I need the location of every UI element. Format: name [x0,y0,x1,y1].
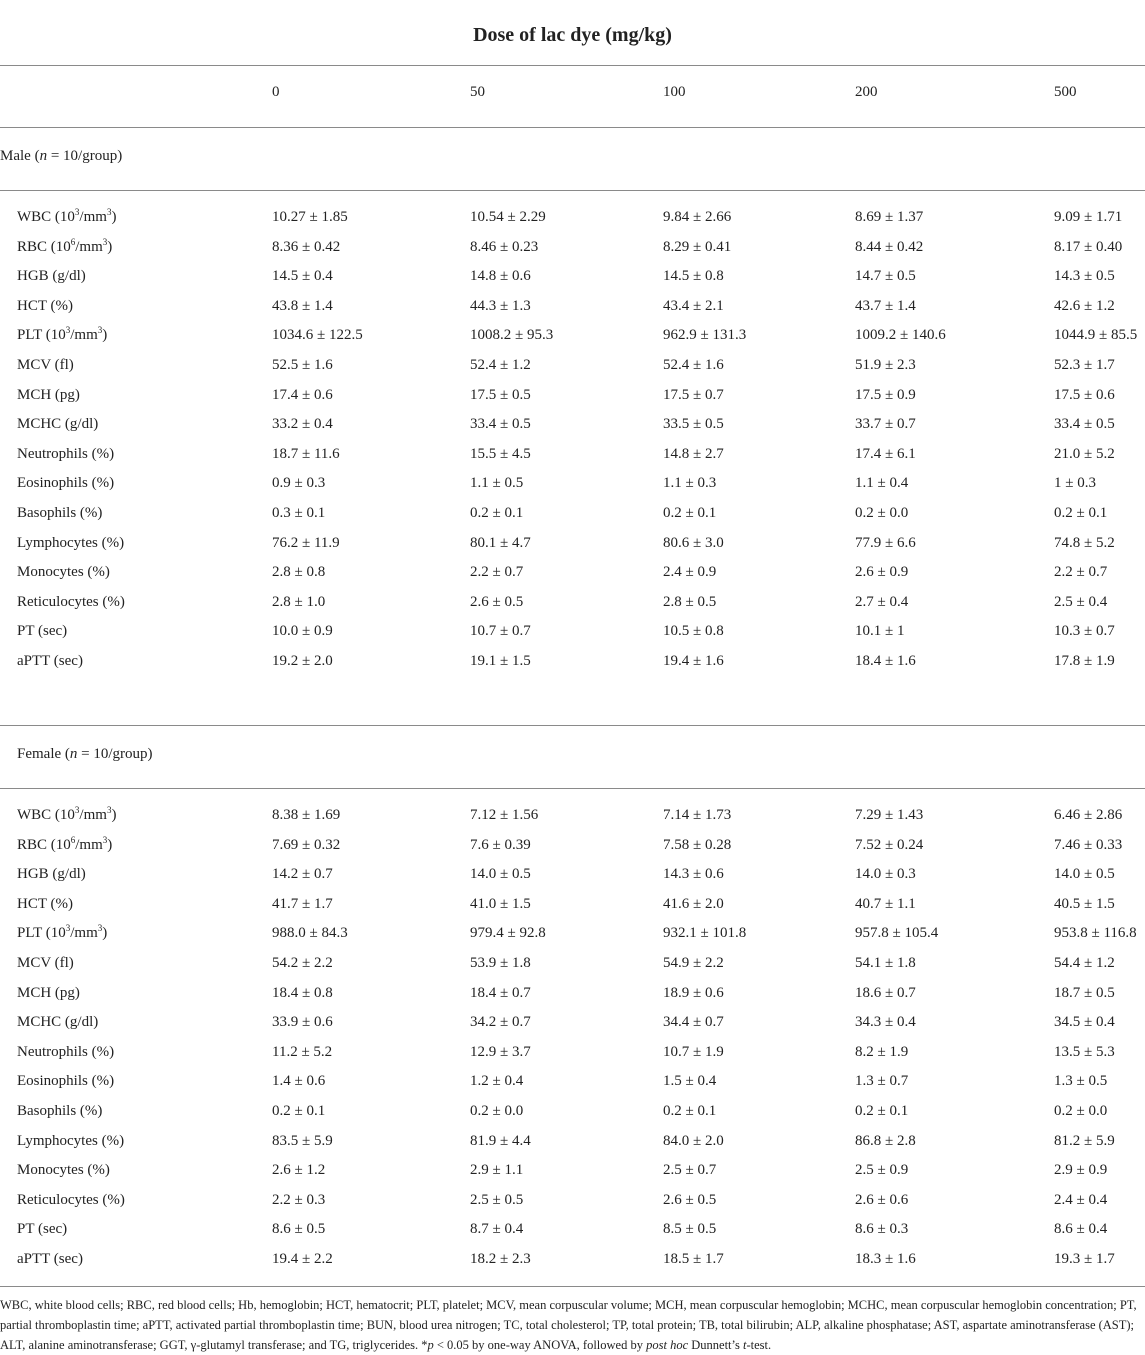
row-label-text: WBC (10 [17,807,75,823]
footnote-text-2: < 0.05 by one-way ANOVA, followed by [433,1338,647,1352]
row-label [17,562,110,582]
table-cell: 962.9 ± 131.3 [663,327,747,344]
row-label [17,533,124,553]
table-cell: 80.6 ± 3.0 [663,534,724,551]
row-label [17,444,114,464]
table-cell: 1.1 ± 0.3 [663,475,717,492]
table-cell: 43.4 ± 2.1 [663,297,724,314]
table-cell: 1 ± 0.3 [1054,475,1096,492]
footnote-posthoc: post hoc [646,1338,689,1352]
table-cell: 14.8 ± 0.6 [470,268,531,285]
row-label-text: Eosinophils (%) [17,1073,115,1090]
row-label [17,983,80,1003]
row-label-text: Reticulocytes (%) [17,593,125,610]
row-label [17,923,107,943]
table-cell: 42.6 ± 1.2 [1054,297,1115,314]
table-cell: 2.4 ± 0.9 [663,564,717,581]
row-label-unit: /mm [79,209,107,225]
table-cell: 14.3 ± 0.6 [663,866,724,883]
table-cell: 0.9 ± 0.3 [272,475,326,492]
row-label-text: Monocytes (%) [17,564,110,581]
row-label-text: Eosinophils (%) [17,475,115,492]
table-cell: 953.8 ± 116.8 [1054,925,1137,942]
table-cell: 83.5 ± 5.9 [272,1132,333,1149]
table-cell: 0.2 ± 0.0 [855,505,909,521]
row-label [17,1071,114,1091]
table-cell: 18.4 ± 1.6 [855,653,916,669]
row-label-text: Basophils (%) [17,1103,103,1119]
row-label-text: aPTT (sec) [17,1251,83,1267]
table-cell: 18.5 ± 1.7 [663,1251,724,1267]
table-cell: 0.2 ± 0.0 [1054,1103,1108,1119]
table-cell: 18.9 ± 0.6 [663,984,724,1001]
table-cell: 18.7 ± 11.6 [272,445,340,462]
table-cell: 2.9 ± 0.9 [1054,1162,1108,1179]
table-cell: 7.58 ± 0.28 [663,836,732,853]
row-label-text: HCT (%) [17,297,73,314]
table-cell: 2.6 ± 0.5 [663,1191,717,1208]
table-cell: 9.84 ± 2.66 [663,209,732,225]
table-cell: 2.5 ± 0.7 [663,1162,717,1179]
table-cell: 14.0 ± 0.5 [1054,866,1115,883]
table-cell: 0.2 ± 0.1 [470,505,524,521]
row-label-text: Reticulocytes (%) [17,1191,125,1208]
row-label-text: MCV (fl) [17,955,74,971]
table-cell: 43.7 ± 1.4 [855,297,916,314]
row-label-exponent: 6 [70,834,76,845]
row-label-text: Basophils (%) [17,505,103,521]
table-cell: 1.1 ± 0.5 [470,475,524,492]
row-label-unit: /mm [70,327,98,344]
row-label [17,237,112,257]
male-label-prefix: Male ( [0,148,40,164]
row-label-exponent: 3 [74,805,80,815]
table-cell: 7.69 ± 0.32 [272,836,341,853]
row-label-exponent: 3 [102,236,108,247]
table-cell: 0.2 ± 0.0 [470,1103,524,1119]
table-cell: 6.46 ± 2.86 [1054,807,1123,823]
row-label [17,385,80,405]
table-cell: 7.52 ± 0.24 [855,836,924,853]
rule-bottom [0,1286,1145,1287]
row-label-end: ) [102,327,108,344]
table-cell: 18.3 ± 1.6 [855,1251,916,1267]
row-label-end: ) [107,238,113,255]
row-label [17,1219,67,1239]
table-cell: 2.2 ± 0.7 [1054,564,1108,581]
table-cell: 10.7 ± 1.9 [663,1043,724,1060]
table-cell: 14.8 ± 2.7 [663,445,724,462]
table-cell: 8.46 ± 0.23 [470,238,539,255]
table-cell: 8.29 ± 0.41 [663,238,732,255]
table-cell: 10.54 ± 2.29 [470,209,546,225]
table-cell: 81.9 ± 4.4 [470,1132,531,1149]
table-cell: 2.4 ± 0.4 [1054,1191,1108,1208]
table-cell: 14.5 ± 0.4 [272,268,333,285]
row-label-text: PLT (10 [17,327,66,344]
table-cell: 44.3 ± 1.3 [470,297,531,314]
row-label [17,355,74,375]
row-label [17,1190,125,1210]
rule-header [0,127,1145,128]
table-cell: 54.4 ± 1.2 [1054,955,1115,971]
table-cell: 0.2 ± 0.1 [663,505,717,521]
table-cell: 13.5 ± 5.3 [1054,1043,1115,1060]
table-cell: 19.2 ± 2.0 [272,653,333,669]
row-label [17,1249,83,1269]
male-section-label [0,146,122,166]
table-cell: 1.4 ± 0.6 [272,1073,326,1090]
table-cell: 54.2 ± 2.2 [272,955,333,971]
table-cell: 7.6 ± 0.39 [470,836,531,853]
row-label [17,894,73,914]
table-cell: 2.8 ± 0.5 [663,593,717,610]
dose-header-50: 50 [470,84,485,100]
row-label-end: ) [107,836,113,853]
table-cell: 81.2 ± 5.9 [1054,1132,1115,1149]
table-cell: 18.4 ± 0.7 [470,984,531,1001]
row-label-text: MCV (fl) [17,357,74,373]
table-cell: 19.1 ± 1.5 [470,653,531,669]
row-label-text: WBC (10 [17,209,75,225]
table-cell: 33.4 ± 0.5 [470,416,531,433]
table-cell: 17.8 ± 1.9 [1054,653,1115,669]
table-cell: 11.2 ± 5.2 [272,1043,333,1060]
row-label-exponent: 3 [102,834,108,845]
table-cell: 19.4 ± 1.6 [663,653,724,669]
table-cell: 14.2 ± 0.7 [272,866,333,883]
row-label-exponent: 3 [65,923,71,934]
footnote-text-1: WBC, white blood cells; RBC, red blood cells; Hb, hemoglobin; HCT, hematocrit; PLT, platelet; MCV, mean corpuscular volume; MCH, mean corpuscular hemoglobin; MCHC, mean corpuscular hemoglobin concentration; PT, partial thromboplastin time; aPTT, activated partial thromboplastin time; BUN, blood urea nitrogen; TC, total cholesterol; TP, total protein; TB, total bilirubin; ALP, alkaline phosphatase; AST, aspartate aminotransferase (AST); ALT, alanine aminotransferase; GGT, γ-glutamyl transferase; and TG, triglycerides. * [0,1298,1137,1352]
table-cell: 41.0 ± 1.5 [470,895,531,912]
table-cell: 40.5 ± 1.5 [1054,895,1115,912]
female-section-label [17,744,153,764]
table-cell: 2.9 ± 1.1 [470,1162,524,1179]
rule-top [0,65,1145,66]
row-label-text: MCHC (g/dl) [17,416,99,433]
table-cell: 17.5 ± 0.6 [1054,386,1115,403]
table-cell: 52.4 ± 1.2 [470,357,531,373]
row-label [17,805,116,825]
table-cell: 10.3 ± 0.7 [1054,623,1115,640]
row-label [17,266,86,286]
table-cell: 54.9 ± 2.2 [663,955,724,971]
table-cell: 15.5 ± 4.5 [470,445,531,462]
table-cell: 17.5 ± 0.5 [470,386,531,403]
table-cell: 8.6 ± 0.3 [855,1221,909,1238]
table-cell: 10.1 ± 1 [855,623,905,640]
row-label [17,1131,124,1151]
table-cell: 1.5 ± 0.4 [663,1073,717,1090]
row-label-text: Lymphocytes (%) [17,1132,125,1149]
table-cell: 9.09 ± 1.71 [1054,209,1123,225]
table-cell: 33.5 ± 0.5 [663,416,724,433]
row-label [17,651,83,671]
table-cell: 17.4 ± 6.1 [855,445,916,462]
table-cell: 0.2 ± 0.1 [1054,505,1108,521]
table-cell: 8.44 ± 0.42 [855,238,924,255]
table-cell: 8.17 ± 0.40 [1054,238,1123,255]
table-title: Dose of lac dye (mg/kg) [473,24,672,46]
female-label-suffix: = 10/group) [77,746,153,762]
table-cell: 14.5 ± 0.8 [663,268,724,285]
table-cell: 40.7 ± 1.1 [855,895,916,912]
row-label [17,207,116,227]
table-cell: 10.27 ± 1.85 [272,209,348,225]
row-label-text: RBC (10 [17,238,71,255]
row-label-text: PT (sec) [17,1221,68,1238]
table-cell: 988.0 ± 84.3 [272,925,348,942]
table-cell: 76.2 ± 11.9 [272,534,340,551]
table-cell: 52.4 ± 1.6 [663,357,724,373]
row-label [17,864,86,884]
table-cell: 17.4 ± 0.6 [272,386,333,403]
row-label [17,953,74,973]
table-cell: 18.6 ± 0.7 [855,984,916,1001]
table-cell: 21.0 ± 5.2 [1054,445,1115,462]
table-cell: 10.0 ± 0.9 [272,623,333,640]
table-cell: 17.5 ± 0.9 [855,386,916,403]
row-label [17,835,112,855]
dose-header-100: 100 [663,84,686,100]
row-label-unit: /mm [75,836,103,853]
footnote-text-4: -test. [746,1338,772,1352]
table-cell: 2.5 ± 0.9 [855,1162,909,1179]
table-cell: 0.3 ± 0.1 [272,505,326,521]
row-label-exponent: 3 [97,923,103,934]
row-label-end: ) [102,925,108,942]
table-cell: 34.4 ± 0.7 [663,1014,724,1031]
row-label [17,296,73,316]
table-cell: 7.14 ± 1.73 [663,807,732,823]
table-cell: 14.3 ± 0.5 [1054,268,1115,285]
row-label-exponent: 3 [106,805,112,815]
row-label-text: HGB (g/dl) [17,866,86,883]
table-cell: 8.6 ± 0.4 [1054,1221,1108,1238]
table-cell: 54.1 ± 1.8 [855,955,916,971]
table-cell: 1.2 ± 0.4 [470,1073,524,1090]
table-cell: 2.7 ± 0.4 [855,593,909,610]
table-cell: 14.0 ± 0.5 [470,866,531,883]
table-cell: 2.2 ± 0.7 [470,564,524,581]
table-cell: 14.7 ± 0.5 [855,268,916,285]
rule-female [0,788,1145,789]
table-cell: 8.5 ± 0.5 [663,1221,717,1238]
footnote-t: t [742,1338,747,1352]
table-cell: 2.8 ± 0.8 [272,564,326,581]
table-cell: 74.8 ± 5.2 [1054,534,1115,551]
row-label [17,1101,102,1121]
table-cell: 2.8 ± 1.0 [272,593,326,610]
table-cell: 33.2 ± 0.4 [272,416,333,433]
table-cell: 86.8 ± 2.8 [855,1132,916,1149]
row-label [17,503,102,523]
dose-header-0: 0 [272,84,280,100]
row-label-text: PLT (10 [17,925,66,942]
table-cell: 2.6 ± 1.2 [272,1162,326,1179]
female-label-prefix: Female ( [17,746,70,762]
female-label-n: n [69,746,78,762]
table-cell: 8.7 ± 0.4 [470,1221,524,1238]
table-cell: 1008.2 ± 95.3 [470,327,554,344]
table-cell: 33.7 ± 0.7 [855,416,916,433]
rule-male [0,190,1145,191]
table-cell: 14.0 ± 0.3 [855,866,916,883]
table-cell: 1.3 ± 0.7 [855,1073,909,1090]
table-cell: 1.3 ± 0.5 [1054,1073,1108,1090]
table-cell: 8.69 ± 1.37 [855,209,924,225]
row-label [17,414,98,434]
table-cell: 2.6 ± 0.6 [855,1191,909,1208]
table-cell: 2.2 ± 0.3 [272,1191,326,1208]
row-label-text: PT (sec) [17,623,68,640]
table-cell: 34.3 ± 0.4 [855,1014,916,1031]
table-cell: 2.5 ± 0.4 [1054,593,1108,610]
table-cell: 957.8 ± 105.4 [855,925,939,942]
male-label-suffix: = 10/group) [47,148,123,164]
table-cell: 17.5 ± 0.7 [663,386,724,403]
table-cell: 0.2 ± 0.1 [855,1103,909,1119]
table-cell: 12.9 ± 3.7 [470,1043,531,1060]
row-label-unit: /mm [70,925,98,942]
row-label-text: HCT (%) [17,895,73,912]
table-cell: 0.2 ± 0.1 [272,1103,326,1119]
row-label-exponent: 6 [70,236,76,247]
table-cell: 53.9 ± 1.8 [470,955,531,971]
table-cell: 33.9 ± 0.6 [272,1014,333,1031]
table-cell: 979.4 ± 92.8 [470,925,546,942]
table-cell: 77.9 ± 6.6 [855,534,916,551]
dose-header-200: 200 [855,84,878,100]
footnote-p: p [427,1338,434,1352]
table-cell: 43.8 ± 1.4 [272,297,333,314]
table-cell: 19.3 ± 1.7 [1054,1251,1115,1267]
row-label-text: aPTT (sec) [17,653,83,669]
table-cell: 52.3 ± 1.7 [1054,357,1115,373]
row-label [17,1160,110,1180]
row-label [17,1012,98,1032]
row-label-end: ) [111,209,117,225]
table-cell: 41.7 ± 1.7 [272,895,333,912]
dose-header-500: 500 [1054,84,1077,100]
row-label [17,592,125,612]
row-label-exponent: 3 [74,207,80,217]
row-label-text: MCH (pg) [17,984,80,1001]
row-label-exponent: 3 [97,325,103,336]
footnote-text-3: Dunnett’s [688,1338,743,1352]
table-cell: 18.7 ± 0.5 [1054,984,1115,1001]
table-cell: 2.6 ± 0.9 [855,564,909,581]
table-cell: 0.2 ± 0.1 [663,1103,717,1119]
table-cell: 33.4 ± 0.5 [1054,416,1115,433]
table-cell: 34.2 ± 0.7 [470,1014,531,1031]
table-cell: 1044.9 ± 85.5 [1054,327,1138,344]
row-label-text: Neutrophils (%) [17,1043,115,1060]
table-cell: 8.2 ± 1.9 [855,1043,909,1060]
row-label-text: Neutrophils (%) [17,445,115,462]
table-cell: 19.4 ± 2.2 [272,1251,333,1267]
table-cell: 18.2 ± 2.3 [470,1251,531,1267]
row-label [17,1042,114,1062]
table-cell: 51.9 ± 2.3 [855,357,916,373]
table-cell: 1034.6 ± 122.5 [272,327,363,344]
row-label-unit: /mm [79,807,107,823]
table-cell: 8.38 ± 1.69 [272,807,341,823]
table-cell: 8.6 ± 0.5 [272,1221,326,1238]
table-cell: 18.4 ± 0.8 [272,984,333,1001]
row-label-text: MCHC (g/dl) [17,1014,99,1031]
row-label-exponent: 3 [106,207,112,217]
row-label-text: MCH (pg) [17,386,80,403]
row-label-text: RBC (10 [17,836,71,853]
row-label [17,473,114,493]
table-cell: 52.5 ± 1.6 [272,357,333,373]
table-cell: 41.6 ± 2.0 [663,895,724,912]
table-cell: 10.5 ± 0.8 [663,623,724,640]
table-cell: 84.0 ± 2.0 [663,1132,724,1149]
row-label-text: Monocytes (%) [17,1162,110,1179]
table-cell: 34.5 ± 0.4 [1054,1014,1115,1031]
row-label-exponent: 3 [65,325,71,336]
table-cell: 1.1 ± 0.4 [855,475,909,492]
row-label-text: HGB (g/dl) [17,268,86,285]
row-label-end: ) [111,807,117,823]
rule-female-top [0,725,1145,726]
row-label-text: Lymphocytes (%) [17,534,125,551]
table-cell: 8.36 ± 0.42 [272,238,341,255]
row-label [17,621,67,641]
table-cell: 7.12 ± 1.56 [470,807,539,823]
table-cell: 7.29 ± 1.43 [855,807,924,823]
row-label-unit: /mm [75,238,103,255]
row-label [17,325,107,345]
table-cell: 932.1 ± 101.8 [663,925,747,942]
male-label-n: n [39,148,48,164]
table-cell: 80.1 ± 4.7 [470,534,531,551]
table-cell: 7.46 ± 0.33 [1054,836,1123,853]
table-footnote [0,1295,1140,1355]
table-cell: 2.5 ± 0.5 [470,1191,524,1208]
table-cell: 2.6 ± 0.5 [470,593,524,610]
table-cell: 1009.2 ± 140.6 [855,327,946,344]
table-cell: 10.7 ± 0.7 [470,623,531,640]
